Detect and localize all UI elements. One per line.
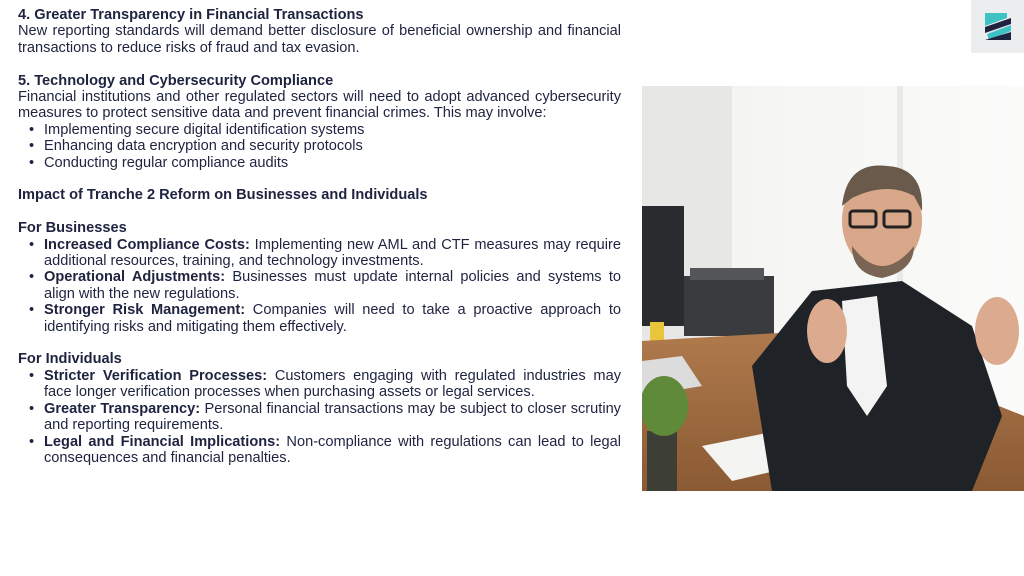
item-text: Companies will need to take a proactive approach to identifying risks and mitigating them effectively.: [44, 302, 621, 335]
item-label: Greater Transparency:: [44, 400, 201, 417]
impact-heading: Impact of Tranche 2 Reform on Businesses and Individuals: [18, 187, 428, 204]
item-text: Non-compliance with regulations can lead to legal consequences and financial penalties.: [44, 433, 621, 466]
section-5-text: Financial institutions and other regulated sectors will need to adopt advanced cybersecurity measures to protect sensitive data and prevent financial crimes. This may involve:: [18, 89, 621, 122]
section-4-heading: 4. Greater Transparency in Financial Transactions: [18, 7, 364, 23]
brand-logo-icon: [971, 0, 1024, 53]
list-item: [18, 237, 621, 270]
man-in-office-photo: [642, 86, 1024, 491]
list-item: [18, 269, 621, 302]
list-item: • Implementing secure digital identification systems: [18, 122, 621, 138]
individuals-heading: For Individuals: [18, 351, 122, 368]
individuals-list: [18, 368, 621, 466]
list-item: [18, 434, 621, 467]
document-body: [18, 7, 621, 466]
item-label: Operational Adjustments:: [44, 269, 226, 286]
item-label: Increased Compliance Costs:: [44, 236, 250, 253]
item-label: Stronger Risk Management:: [44, 302, 246, 319]
businesses-heading: For Businesses: [18, 220, 127, 237]
list-item: • Enhancing data encryption and security protocols: [18, 138, 621, 154]
list-item: [18, 401, 621, 434]
businesses-list: [18, 237, 621, 335]
list-item: [18, 368, 621, 401]
item-label: Stricter Verification Processes:: [44, 367, 268, 384]
item-text: Personal financial transactions may be subject to closer scrutiny and reporting requirements.: [44, 400, 621, 434]
list-item: [18, 302, 621, 335]
section-5-heading: 5. Technology and Cybersecurity Compliance: [18, 72, 334, 89]
list-item: • Conducting regular compliance audits: [18, 155, 621, 171]
item-text: Implementing new AML and CTF measures may require additional resources, training, and technology investments.: [44, 236, 621, 270]
section-5-list: [18, 122, 621, 171]
item-text: Customers engaging with regulated industries may face longer verification processes when purchasing assets or legal services.: [44, 367, 622, 401]
item-label: Legal and Financial Implications:: [44, 433, 281, 450]
item-text: Businesses must update internal policies and systems to align with the new regulations.: [44, 269, 621, 302]
section-4-text: New reporting standards will demand better disclosure of beneficial ownership and financial transactions to reduce risks of fraud and tax evasion.: [18, 23, 621, 56]
